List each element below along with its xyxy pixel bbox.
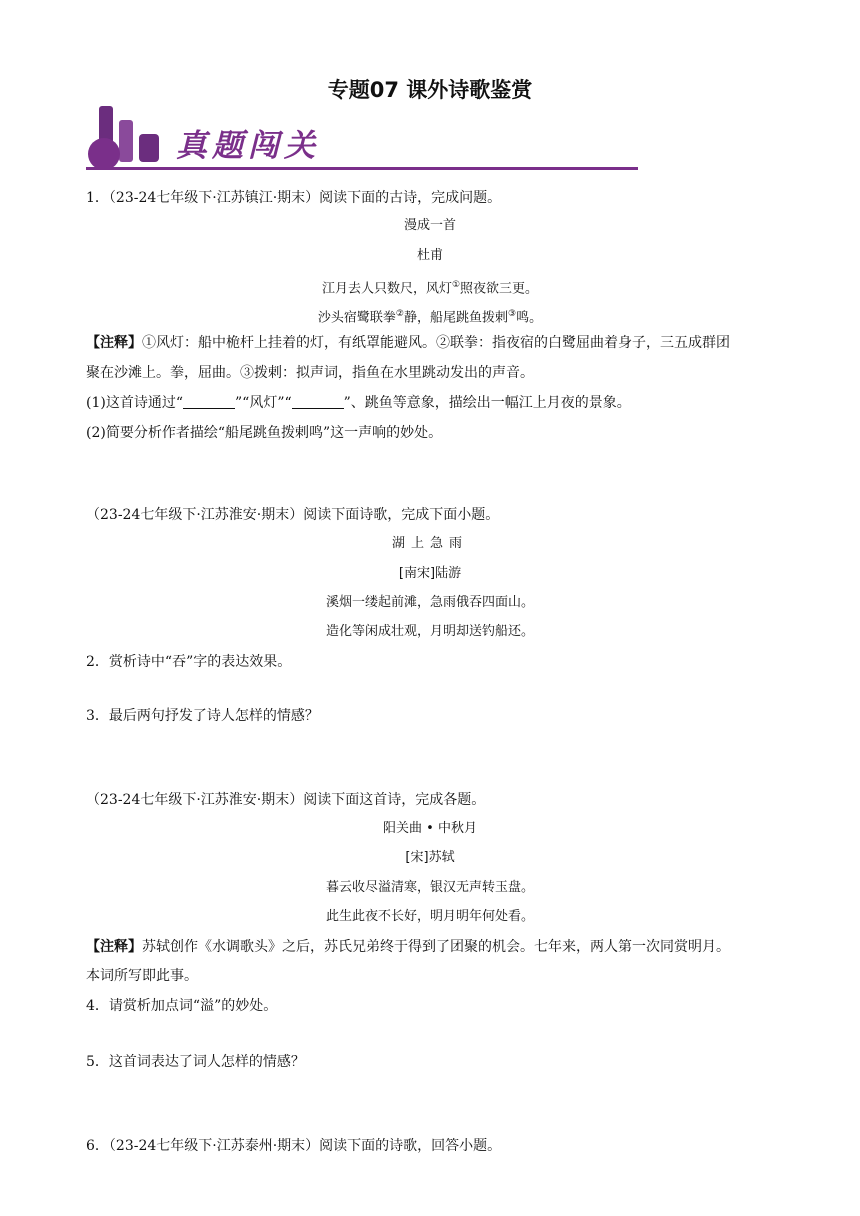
q1-poem-title: 漫成一首 <box>403 218 456 233</box>
banner-circle <box>88 138 120 170</box>
q1-sub-question-2: (2)简要分析作者描绘“船尾跳鱼拨剌鸣”这一声响的妙处。 <box>86 425 443 441</box>
q3-poem-line-2: 此生此夜不长好，明月明年何处看。 <box>325 909 534 924</box>
banner-underline <box>86 167 638 170</box>
q3-note-line-1: 【注释】苏轼创作《水调歌头》之后，苏氏兄弟终于得到了团聚的机会。七年来，两人第一次同赏明月。 <box>86 939 730 955</box>
q3-poem-line-1: 暮云收尽溢清寒，银汉无声转玉盘。 <box>325 880 534 895</box>
q2-author: [南宋]陆游 <box>398 566 462 581</box>
q2-poem-line-1: 溪烟一缕起前滩，急雨俄吞四面山。 <box>325 595 534 610</box>
q2-poem-title: 湖上急雨 <box>391 536 468 551</box>
question-3: 3．最后两句抒发了诗人怎样的情感？ <box>86 708 319 724</box>
page-title: 专题07 课外诗歌鉴赏 <box>327 78 533 102</box>
q2-intro: （23-24七年级下·江苏淮安·期末）阅读下面诗歌，完成下面小题。 <box>86 507 500 523</box>
q1-poem-line-2: 沙头宿鹭联拳②静，船尾跳鱼拨剌③鸣。 <box>317 309 543 326</box>
section-banner <box>86 104 646 174</box>
q3-author: [宋]苏轼 <box>405 850 455 865</box>
answer-blank-2 <box>292 394 344 409</box>
question-4: 4．请赏析加点词“溢”的妙处。 <box>86 998 278 1014</box>
question-2: 2．赏析诗中“吞”字的表达效果。 <box>86 654 292 670</box>
q3-intro: （23-24七年级下·江苏淮安·期末）阅读下面这首诗，完成各题。 <box>86 792 486 808</box>
answer-blank-1 <box>183 394 235 409</box>
banner-text: 真题闯关 <box>176 128 320 164</box>
q3-note-line-2: 本词所写即此事。 <box>86 968 198 984</box>
q1-note-line-1: 【注释】①风灯：船中桅杆上挂着的灯，有纸罩能避风。②联拳：指夜宿的白鹭屈曲着身子，三五成群团 <box>86 335 730 351</box>
q1-intro: 1．（23-24七年级下·江苏镇江·期末）阅读下面的古诗，完成问题。 <box>86 190 502 206</box>
banner-bar-mid <box>119 120 133 162</box>
q1-poem-line-1: 江月去人只数尺，风灯①照夜欲三更。 <box>321 280 539 297</box>
q1-note-line-2: 聚在沙滩上。拳，屈曲。③拨剌：拟声词，指鱼在水里跳动发出的声音。 <box>86 365 534 381</box>
banner-bar-short <box>139 134 159 162</box>
q6-intro: 6．（23-24七年级下·江苏泰州·期末）阅读下面的诗歌，回答小题。 <box>86 1138 502 1154</box>
question-5: 5．这首词表达了词人怎样的情感？ <box>86 1054 305 1070</box>
q2-poem-line-2: 造化等闲成壮观，月明却送钓船还。 <box>325 624 534 639</box>
q1-author: 杜甫 <box>416 248 443 263</box>
q1-sub-question-1: (1)这首诗通过“ ”“风灯”“ ”、跳鱼等意象，描绘出一幅江上月夜的景象。 <box>86 395 631 411</box>
q3-poem-title: 阳关曲 • 中秋月 <box>383 821 477 836</box>
